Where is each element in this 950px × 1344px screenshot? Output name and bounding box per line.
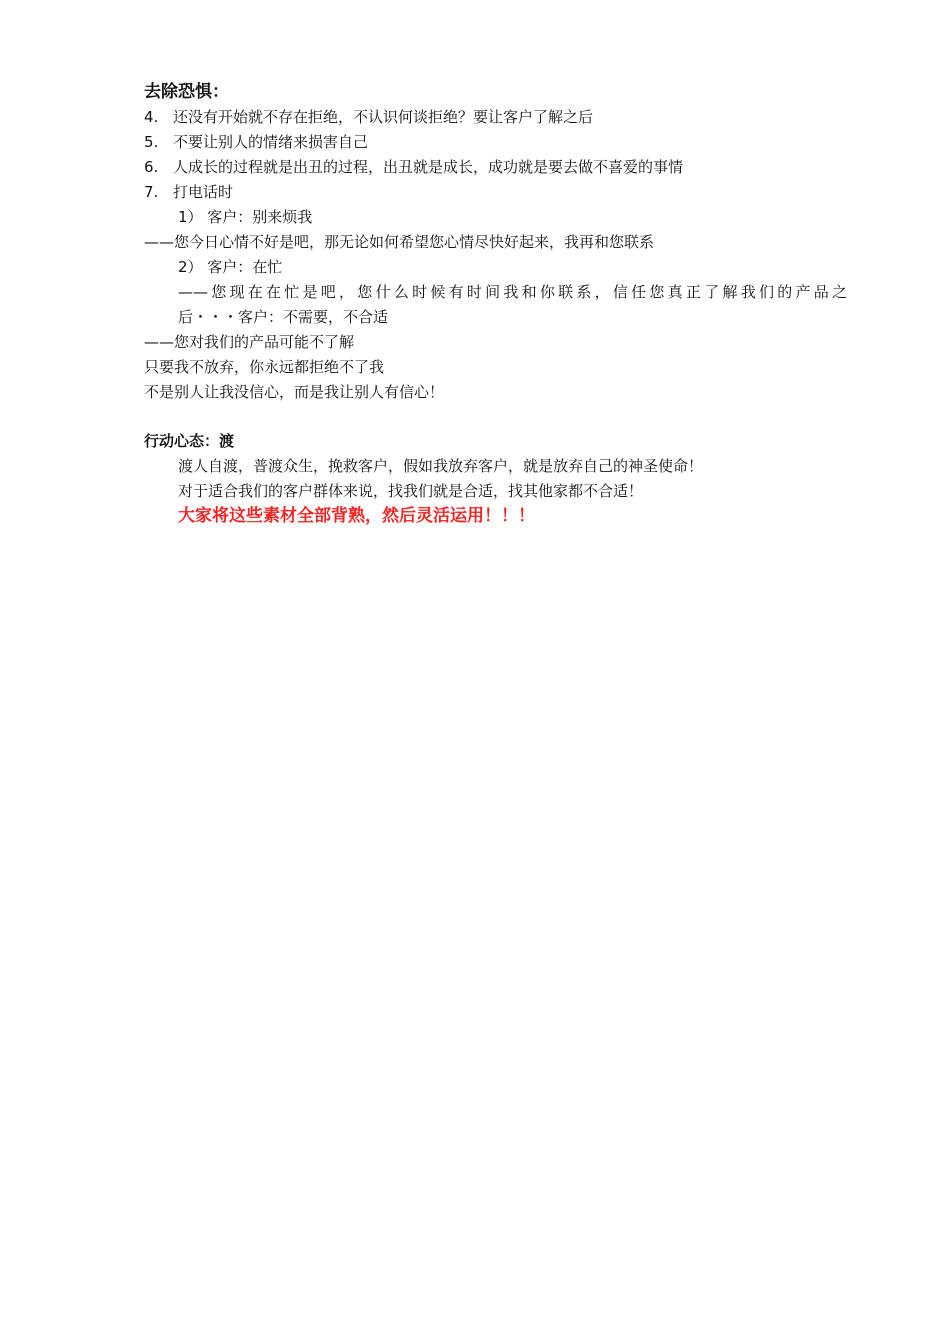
list-item-7 xyxy=(144,182,233,202)
list-item-6 xyxy=(144,157,683,177)
section-heading-attitude: 行动心态：渡 xyxy=(144,432,235,450)
list-item-text: 不要让别人的情绪来损害自己 xyxy=(173,133,369,151)
sub-item-3-reply: ——您对我们的产品可能不了解 xyxy=(144,333,355,351)
list-item-text: 人成长的过程就是出丑的过程，出丑就是成长，成功就是要去做不喜爱的事情 xyxy=(173,158,684,176)
closing-line-2: 不是别人让我没信心，而是我让别人有信心！ xyxy=(144,383,445,401)
sub-item-2-reply: ——您现在在忙是吧，您什么时候有时间我和你联系，信任您真正了解我们的产品之 xyxy=(178,283,847,301)
highlight-instruction: 大家将这些素材全部背熟，然后灵活运用！！！ xyxy=(178,506,535,526)
list-number: 4. xyxy=(144,108,159,126)
attitude-line-1: 渡人自渡，普渡众生，挽救客户，假如我放弃客户，就是放弃自己的神圣使命！ xyxy=(178,457,704,475)
list-number: 7. xyxy=(144,183,159,201)
sub-item-1-reply: ——您今日心情不好是吧，那无论如何希望您心情尽快好起来，我再和您联系 xyxy=(144,233,655,251)
list-item-5 xyxy=(144,132,368,152)
list-number: 6. xyxy=(144,158,159,176)
sub-item-2-label: 2） 客户：在忙 xyxy=(178,258,283,276)
list-item-text: 还没有开始就不存在拒绝，不认识何谈拒绝？要让客户了解之后 xyxy=(173,108,594,126)
section-heading-fear: 去除恐惧： xyxy=(144,82,229,102)
attitude-line-2: 对于适合我们的客户群体来说，找我们就是合适，找其他家都不合适！ xyxy=(178,482,644,500)
closing-line-1: 只要我不放弃，你永远都拒绝不了我 xyxy=(144,358,385,376)
sub-item-2-continuation: 后・・・客户：不需要，不合适 xyxy=(178,308,389,326)
list-item-4 xyxy=(144,107,593,127)
list-number: 5. xyxy=(144,133,159,151)
list-item-text: 打电话时 xyxy=(173,183,234,201)
sub-item-1-label: 1） 客户：别来烦我 xyxy=(178,208,313,226)
